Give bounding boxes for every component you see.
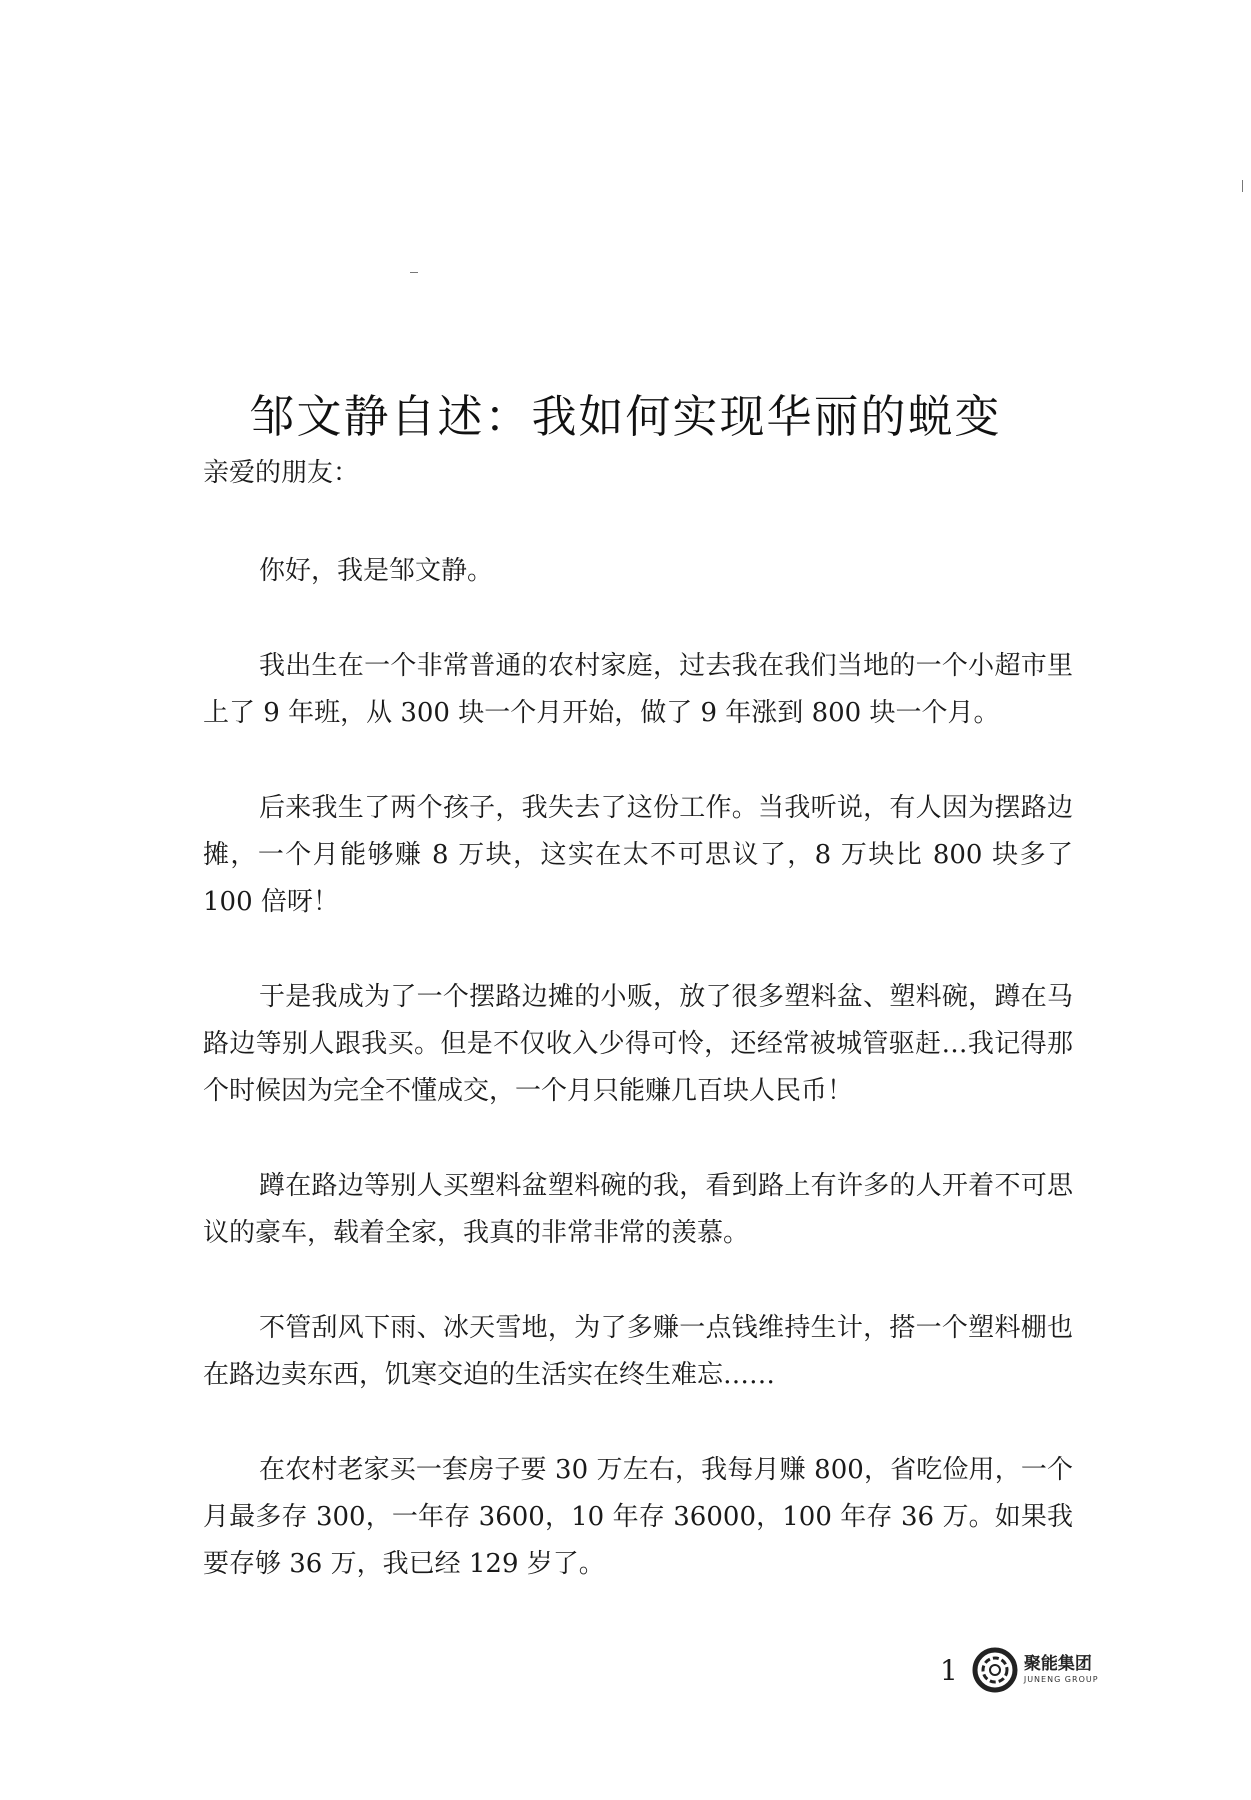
paragraph: 你好，我是邹文静。 xyxy=(259,556,494,586)
scan-speck xyxy=(410,272,418,273)
paragraph: 我出生在一个非常普通的农村家庭，过去我在我们当地的一个小超市里上了 9 年班，从 300 块一个月开始，做了 9 年涨到 800 块一个月。 xyxy=(203,651,1073,728)
logo-english-name: JUNENG GROUP xyxy=(1023,1675,1099,1684)
body-text xyxy=(203,548,1073,1636)
paragraph: 在农村老家买一套房子要 30 万左右，我每月赚 800，省吃俭用，一个月最多存 300，一年存 3600，10 年存 36000，100 年存 36 万。如果我要存够 36 万，我已经 129 岁了。 xyxy=(203,1455,1073,1579)
page-footer xyxy=(940,1647,1099,1693)
document-title: 邹文静自述：我如何实现华丽的蜕变 xyxy=(249,390,1002,444)
paragraph: 不管刮风下雨、冰天雪地，为了多赚一点钱维持生计，搭一个塑料棚也在路边卖东西，饥寒交迫的生活实在终生难忘…… xyxy=(203,1313,1073,1390)
paragraph: 后来我生了两个孩子，我失去了这份工作。当我听说，有人因为摆路边摊，一个月能够赚 8 万块，这实在太不可思议了，8 万块比 800 块多了 100 倍呀！ xyxy=(203,793,1073,917)
company-logo xyxy=(972,1647,1099,1693)
logo-chinese-name: 聚能集团 xyxy=(1023,1654,1092,1674)
scan-speck xyxy=(1242,180,1243,192)
paragraph: 蹲在路边等别人买塑料盆塑料碗的我，看到路上有许多的人开着不可思议的豪车，载着全家，我真的非常非常的羡慕。 xyxy=(203,1171,1073,1248)
page-number: 1 xyxy=(940,1653,958,1687)
juneng-logo-icon xyxy=(972,1647,1018,1693)
logo-text xyxy=(1024,1656,1099,1684)
paragraph: 于是我成为了一个摆路边摊的小贩，放了很多塑料盆、塑料碗，蹲在马路边等别人跟我买。但是不仅收入少得可怜，还经常被城管驱赶…我记得那个时候因为完全不懂成交，一个月只能赚几百块人民币！ xyxy=(203,982,1073,1106)
salutation: 亲爱的朋友： xyxy=(203,458,360,488)
